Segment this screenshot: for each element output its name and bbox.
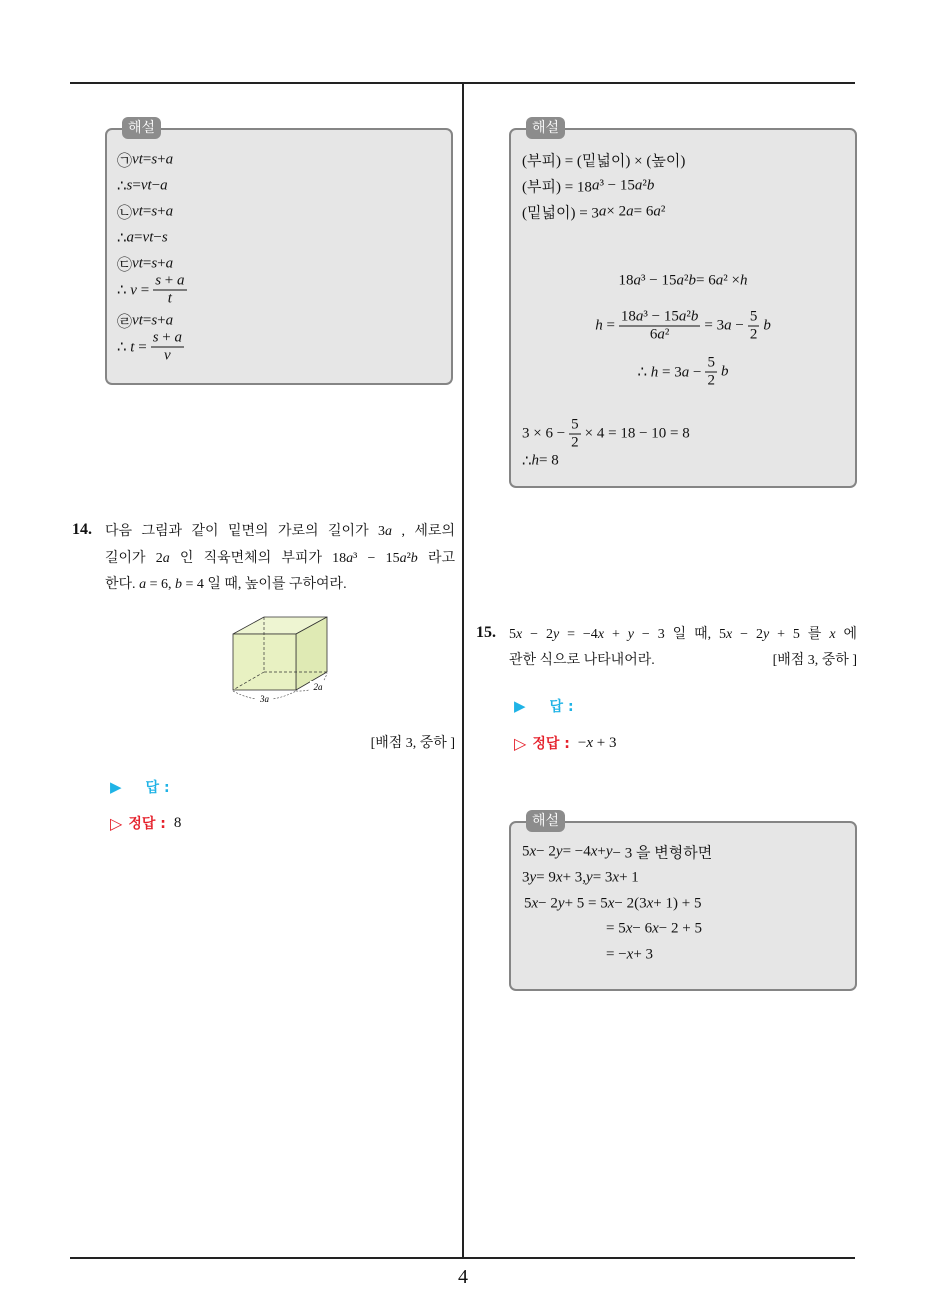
bottom-rule	[70, 1257, 855, 1259]
score-label: [배점 3, 중하 ]	[370, 736, 455, 751]
math-variable: v	[132, 255, 139, 272]
answer-row	[514, 696, 574, 716]
column-divider	[462, 83, 464, 1258]
math-variable: t	[167, 290, 172, 307]
solution-line: ㉡ v t = s + a	[117, 203, 174, 222]
math-variable: a	[160, 177, 168, 194]
equation-lhs: h =	[595, 317, 615, 334]
answer-marker-icon: ▶	[514, 697, 526, 715]
equation-tail	[721, 364, 729, 381]
fraction-numerator: s + a	[155, 272, 185, 289]
math-variable: y	[605, 843, 613, 860]
math-variable: s	[161, 229, 168, 246]
width-label: 3a	[260, 694, 269, 704]
question-text-line: 한다. a = 6, b = 4 일 때, 높이를 구하여라.	[105, 577, 347, 592]
solution-tag: 해설	[526, 117, 565, 139]
math-variable: b	[646, 177, 655, 194]
math-variable: a	[724, 317, 732, 334]
solution-line: 5 x − 2 y + 5 = 5 x − 2(3 x + 1) + 5	[524, 895, 702, 912]
fraction	[705, 355, 717, 390]
math-variable: v	[132, 312, 139, 329]
math-variable: a	[598, 203, 607, 220]
answer-label: 답 :	[549, 699, 574, 715]
correct-answer-label: 정답 :	[532, 736, 570, 752]
math-variable: s	[151, 151, 158, 168]
math-variable: a	[139, 577, 147, 592]
solution-line: 3 y = 9 x + 3, y = 3 x + 1	[522, 869, 639, 886]
solution-tag: 해설	[526, 810, 565, 832]
solution-line: (부피) = (밑넓이) × (높이)	[522, 153, 686, 170]
solution-equation	[509, 309, 857, 344]
fraction-denominator: 2	[707, 372, 715, 389]
math-variable: b	[410, 551, 418, 566]
correct-marker-icon: ▷	[514, 733, 527, 753]
solution-fraction-line	[117, 330, 188, 365]
math-variable: a	[177, 272, 185, 289]
math-variable: y	[627, 627, 634, 642]
fraction	[151, 330, 184, 365]
math-variable: y	[762, 627, 770, 642]
math-variable: a	[657, 326, 665, 343]
math-variable: a	[626, 203, 634, 220]
math-variable: s	[151, 255, 158, 272]
math-variable: t	[130, 339, 135, 356]
math-variable: x	[646, 895, 654, 912]
math-variable: v	[132, 151, 139, 168]
math-variable: a	[715, 272, 724, 289]
equation-middle: = 3a −	[704, 317, 744, 334]
solution-equation: 18 a ³ − 15 a ² b = 6 a ² × h	[618, 272, 748, 289]
correct-answer-row	[110, 813, 181, 833]
math-variable: s	[126, 177, 133, 194]
solution-fraction-line	[117, 273, 191, 308]
math-variable: v	[130, 282, 137, 299]
math-variable: a	[676, 272, 685, 289]
math-variable: h	[650, 364, 659, 381]
solution-line: = 5 x − 6 x − 2 + 5	[606, 920, 702, 937]
math-variable: a	[681, 364, 690, 381]
math-variable: a	[165, 203, 174, 220]
math-variable: x	[586, 734, 593, 751]
math-variable: x	[652, 920, 659, 937]
solution-calculation	[522, 417, 690, 452]
answer-label: 답 :	[145, 780, 170, 796]
math-variable: b	[174, 577, 182, 592]
math-variable: a	[633, 272, 642, 289]
math-variable: b	[688, 272, 697, 289]
math-variable: a	[174, 329, 182, 346]
cuboid-front-face	[233, 634, 296, 690]
solution-line: ㉠ v t = s + a	[117, 151, 174, 170]
math-variable: v	[140, 177, 148, 194]
fraction-numerator: 5	[749, 308, 758, 325]
math-variable: x	[597, 627, 605, 642]
math-variable: b	[763, 317, 771, 334]
fraction-denominator: 2	[571, 434, 579, 451]
solution-result: ∴ h = 8	[522, 452, 559, 470]
answer-marker-icon: ▶	[110, 778, 122, 796]
math-variable: a	[678, 308, 687, 325]
fraction-denominator	[162, 348, 173, 365]
question-text-line: 길이가 2a 인 직육면체의 부피가 18a³ − 15a²b 라고	[105, 551, 455, 566]
math-variable: x	[516, 627, 523, 642]
fraction-denominator	[166, 291, 174, 308]
math-variable: s	[155, 272, 162, 289]
math-variable: a	[399, 551, 407, 566]
math-variable: t	[138, 312, 143, 329]
math-variable: y	[586, 869, 593, 886]
question-text-line: 관한 식으로 나타내어라.	[509, 653, 655, 668]
math-variable: a	[165, 312, 174, 329]
math-variable: x	[612, 869, 620, 886]
math-variable: t	[149, 229, 154, 246]
math-variable: h	[739, 272, 748, 289]
math-variable: s	[151, 312, 158, 329]
solution-line: ∴ s = v t − a	[117, 177, 168, 195]
math-variable: x	[529, 843, 537, 860]
math-variable: x	[625, 920, 633, 937]
cuboid-figure	[225, 610, 340, 710]
correct-answer-value: −x + 3	[577, 734, 617, 751]
fraction	[569, 417, 581, 452]
math-variable: a	[165, 151, 174, 168]
correct-answer-value: 8	[173, 814, 182, 831]
math-variable: t	[138, 255, 143, 272]
math-variable: x	[555, 869, 563, 886]
math-variable: y	[529, 869, 537, 886]
math-variable: x	[726, 627, 733, 642]
math-variable: s	[151, 203, 158, 220]
math-variable: b	[690, 308, 699, 325]
solution-line: ㉣ v t = s + a	[117, 312, 174, 331]
solution-line: 5 x − 2 y = −4 x + y − 3 을 변형하면	[522, 843, 713, 862]
solution-line: (밑넓이) = 3 a × 2 a = 6 a ²	[522, 203, 666, 222]
solution-line: ㉢ v t = s + a	[117, 255, 174, 274]
math-variable: x	[531, 895, 539, 912]
question-number: 14.	[72, 521, 92, 538]
math-variable: x	[607, 895, 615, 912]
answer-row	[110, 777, 170, 797]
fraction-denominator: 2	[749, 326, 758, 343]
fraction-numerator: 18a³ − 15a²b	[620, 308, 699, 325]
math-variable: x	[590, 843, 598, 860]
question-text-line: 5x − 2y = −4x + y − 3 일 때, 5x − 2y + 5 를 x 에	[509, 627, 857, 642]
fraction-numerator: s + a	[152, 329, 182, 346]
math-variable: x	[626, 946, 634, 963]
math-variable: x	[829, 627, 836, 642]
correct-marker-icon: ▷	[110, 813, 123, 833]
equation-tail	[763, 318, 771, 335]
math-variable: a	[126, 229, 135, 246]
fraction-numerator: 5	[571, 416, 579, 433]
fraction	[153, 273, 186, 308]
math-variable: y	[557, 895, 565, 912]
fraction-numerator: 5	[707, 354, 715, 371]
math-variable: a	[385, 524, 393, 539]
math-variable: h	[595, 317, 603, 334]
calculation-tail: × 4 = 18 − 10 = 8	[584, 425, 690, 442]
math-variable: s	[152, 329, 159, 346]
fraction-prefix: ∴ t =	[117, 339, 147, 356]
math-variable: a	[346, 551, 354, 566]
math-variable: v	[132, 203, 139, 220]
math-variable: a	[162, 551, 170, 566]
math-variable: a	[591, 177, 600, 194]
score-label: [배점 3, 중하 ]	[772, 653, 857, 668]
correct-answer-row	[514, 733, 616, 753]
fraction	[748, 309, 760, 344]
math-variable: y	[552, 627, 560, 642]
question-text-line: 다음 그림과 같이 밑면의 가로의 길이가 3a , 세로의	[105, 524, 456, 539]
fraction-denominator: 6a²	[649, 326, 670, 343]
math-variable: a	[634, 177, 643, 194]
question-number: 15.	[476, 624, 496, 641]
math-variable: t	[147, 177, 152, 194]
equation-lhs: ∴ h = 3a −	[637, 364, 702, 381]
solution-tag: 해설	[122, 117, 161, 139]
fraction-prefix: ∴ v =	[117, 282, 150, 299]
math-variable: v	[142, 229, 150, 246]
math-variable: t	[138, 203, 143, 220]
math-variable: a	[635, 308, 644, 325]
solution-line: = − x + 3	[606, 946, 654, 963]
solution-line: (부피) = 18 a ³ − 15 a ² b	[522, 177, 655, 196]
math-variable: h	[531, 452, 540, 469]
math-variable: a	[165, 255, 174, 272]
math-variable: b	[720, 363, 729, 380]
fraction	[619, 309, 700, 344]
solution-equation	[509, 355, 857, 390]
calculation-lhs: 3 × 6 −	[522, 425, 566, 442]
depth-label: 2a	[313, 682, 323, 692]
math-variable: v	[164, 347, 171, 364]
math-variable: y	[555, 843, 563, 860]
correct-answer-label: 정답 :	[128, 816, 166, 832]
page-number: 4	[458, 1266, 468, 1288]
math-variable: t	[138, 151, 143, 168]
math-variable: a	[653, 203, 661, 220]
solution-line: ∴ a = v t − s	[117, 229, 168, 247]
